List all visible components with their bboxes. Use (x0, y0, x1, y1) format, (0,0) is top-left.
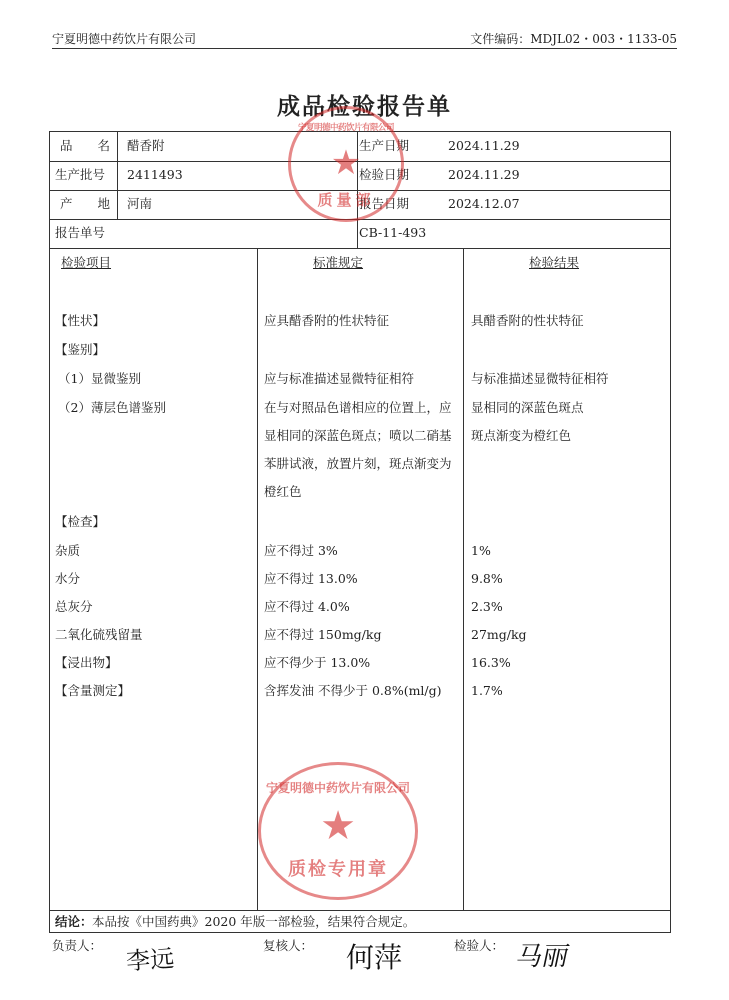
test-date-label: 检验日期 (359, 167, 410, 182)
std-bocengsepu-1: 在与对照品色谱相应的位置上，应 (264, 400, 452, 415)
page-header (52, 30, 677, 49)
res-bocengsepu-1: 显相同的深蓝色斑点 (471, 400, 584, 415)
conclusion-text: 本品按《中国药典》2020 年版一部检验，结果符合规定。 (92, 914, 416, 929)
report-no-value: CB-11-493 (359, 225, 427, 240)
std-shuifen: 应不得过 13.0% (264, 571, 358, 586)
res-zonghuifen: 2.3% (471, 599, 503, 614)
report-no-label: 报告单号 (55, 225, 106, 240)
stamp-center-text: 质量部 (317, 191, 375, 209)
res-xianwei: 与标准描述显微特征相符 (471, 371, 609, 386)
std-bocengsepu-3: 苯肼试液，放置片刻，斑点渐变为 (264, 456, 452, 471)
batch-label: 生产批号 (55, 167, 106, 182)
inspector-label: 检验人： (454, 938, 505, 953)
report-date-value: 2024.12.07 (448, 196, 520, 211)
col-header-standard: 标准规定 (313, 255, 364, 270)
item-zonghuifen: 总灰分 (55, 599, 93, 614)
res-jinchuwu: 16.3% (471, 655, 511, 670)
star-icon: ★ (320, 803, 356, 849)
reviewer-label: 复核人： (263, 938, 314, 953)
res-bocengsepu-2: 斑点渐变为橙红色 (471, 428, 572, 443)
row-divider (49, 248, 671, 249)
name-label: 品 名 (60, 138, 111, 153)
std-zonghuifen: 应不得过 4.0% (264, 599, 350, 614)
res-eryanghualiu: 27mg/kg (471, 627, 527, 642)
responsible-signature: 李远 (125, 944, 176, 976)
col-header-item: 检验项目 (61, 255, 112, 270)
origin-value: 河南 (127, 196, 153, 211)
test-date-value: 2024.11.29 (448, 167, 520, 182)
item-bocengsepu: （2）薄层色谱鉴别 (58, 400, 166, 415)
col-header-result: 检验结果 (529, 255, 580, 270)
prod-date-value: 2024.11.29 (448, 138, 520, 153)
item-jinchuwu: 【浸出物】 (55, 655, 118, 670)
std-bocengsepu-2: 显相同的深蓝色斑点；喷以二硝基 (264, 428, 452, 443)
report-date-label: 报告日期 (359, 196, 410, 211)
std-bocengsepu-4: 橙红色 (264, 484, 302, 499)
item-eryanghualiu: 二氧化硫残留量 (55, 627, 143, 642)
item-xianwei: （1）显微鉴别 (58, 371, 141, 386)
batch-value: 2411493 (127, 167, 183, 182)
item-hanliang: 【含量测定】 (55, 683, 131, 698)
prod-date-label: 生产日期 (359, 138, 410, 153)
res-shuifen: 9.8% (471, 571, 503, 586)
item-jianbie: 【鉴别】 (55, 342, 106, 357)
item-zazhi: 杂质 (55, 543, 81, 558)
std-xingzhuang: 应具醋香附的性状特征 (264, 313, 390, 328)
std-eryanghualiu: 应不得过 150mg/kg (264, 627, 382, 642)
inspection-seal-stamp (258, 762, 418, 900)
res-hanliang: 1.7% (471, 683, 503, 698)
stamp-ring-text: 宁夏明德中药饮片有限公司 (297, 123, 394, 133)
row-divider (49, 910, 671, 911)
company-name: 宁夏明德中药饮片有限公司 (52, 32, 197, 46)
col-divider (117, 131, 118, 219)
res-xingzhuang: 具醋香附的性状特征 (471, 313, 584, 328)
responsible-label: 负责人： (52, 938, 103, 953)
stamp-ring-text: 宁夏明德中药饮片有限公司 (265, 781, 410, 795)
origin-label: 产 地 (60, 196, 111, 211)
stamp-center-text: 质检专用章 (288, 859, 388, 880)
res-zazhi: 1% (471, 543, 491, 558)
std-jinchuwu: 应不得少于 13.0% (264, 655, 371, 670)
inspector-signature: 马丽 (513, 942, 572, 972)
col-divider (463, 248, 464, 910)
reviewer-signature: 何萍 (346, 941, 403, 974)
std-hanliang: 含挥发油 不得少于 0.8%(ml/g) (264, 683, 442, 698)
std-xianwei: 应与标准描述显微特征相符 (264, 371, 415, 386)
conclusion-label: 结论： (55, 914, 93, 929)
report-title: 成品检验报告单 (277, 93, 452, 120)
file-number: 文件编码：MDJL02・003・1133-05 (470, 32, 677, 46)
col-divider (257, 248, 258, 910)
name-value: 醋香附 (127, 138, 165, 153)
std-zazhi: 应不得过 3% (264, 543, 338, 558)
item-shuifen: 水分 (55, 571, 81, 586)
item-xingzhuang: 【性状】 (55, 313, 106, 328)
quality-dept-stamp (288, 106, 404, 222)
item-jiancha: 【检查】 (55, 514, 106, 529)
star-icon: ★ (330, 143, 362, 183)
